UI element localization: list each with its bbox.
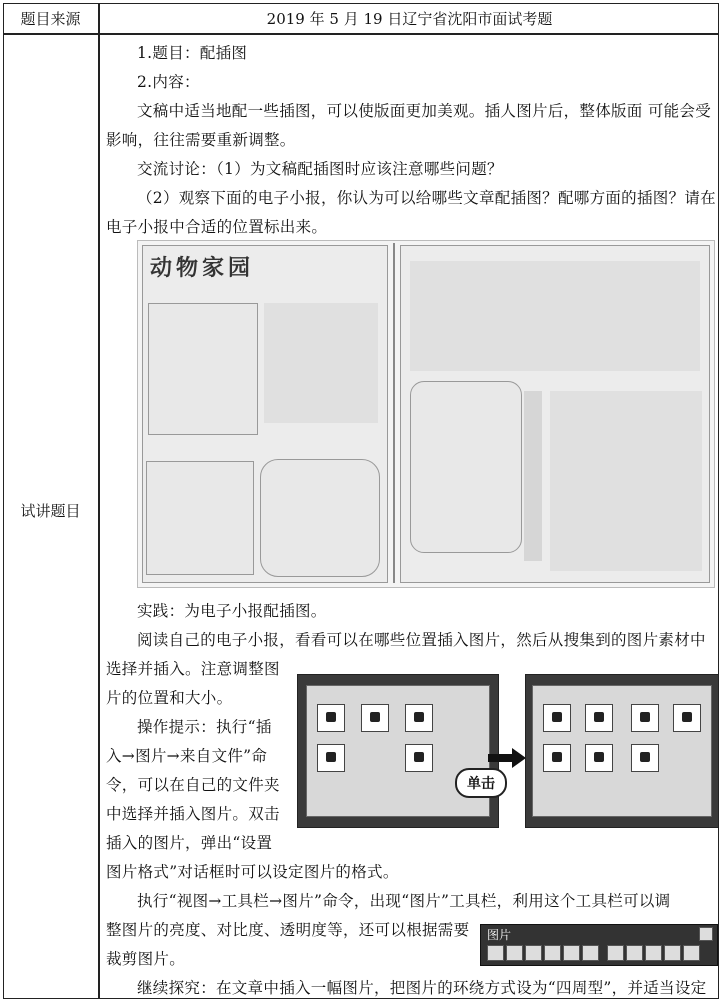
text-line-8: 实践：为电子小报配插图。: [137, 602, 327, 620]
text-line-15: 中选择并插入图片。双击: [106, 805, 280, 823]
text-line-4: 影响，往往需要重新调整。: [106, 131, 296, 149]
newspaper-title: 动物家园: [150, 255, 255, 281]
format-picture-dialog-screenshot: [525, 674, 719, 828]
header-label-cell: 题目来源: [20, 9, 81, 28]
text-line-11: 片的位置和大小。: [106, 689, 233, 707]
text-line-20: 裁剪图片。: [106, 950, 186, 968]
row-divider: [3, 33, 719, 35]
toolbar-title: 图片: [487, 928, 512, 942]
toolbar-button: [645, 945, 662, 961]
toolbar-button: [582, 945, 599, 961]
left-article-text: [264, 303, 378, 423]
text-line-7: 电子小报中合适的位置标出来。: [106, 218, 328, 236]
picture-thumb: [317, 744, 345, 772]
picture-thumb: [585, 704, 613, 732]
text-line-14: 令，可以在自己的文件夹: [106, 776, 280, 794]
right-vertical-title: [524, 391, 542, 561]
toolbar-button: [506, 945, 523, 961]
text-line-18: 执行“视图→工具栏→图片”命令，出现“图片”工具栏，利用这个工具栏可以调: [137, 892, 671, 910]
picture-thumb: [405, 704, 433, 732]
toolbar-button: [525, 945, 542, 961]
text-line-3: 文稿中适当地配一些插图，可以使版面更加美观。插人图片后，整体版面 可能会受: [137, 102, 712, 120]
picture-thumb: [673, 704, 701, 732]
toolbar-button: [487, 945, 504, 961]
picture-thumb: [361, 704, 389, 732]
text-line-6: （2）观察下面的电子小报，你认为可以给哪些文章配插图？配哪方面的插图？请在: [137, 189, 716, 207]
picture-thumb: [543, 744, 571, 772]
toolbar-button: [683, 945, 700, 961]
picture-thumb: [585, 744, 613, 772]
page-divider: [393, 243, 395, 583]
text-line-13: 入→图片→来自文件”命: [106, 747, 268, 765]
text-line-2: 2.内容：: [137, 73, 200, 91]
toolbar-close-icon: [699, 927, 713, 941]
left-bottom-article: [146, 461, 254, 575]
text-line-17: 图片格式”对话框时可以设定图片的格式。: [106, 863, 399, 881]
picture-thumb: [405, 744, 433, 772]
dialog-body: [306, 685, 490, 817]
callout-bubble: [455, 768, 507, 798]
column-divider: [98, 3, 100, 999]
picture-thumb: [631, 744, 659, 772]
right-bottom-text: [550, 391, 702, 571]
left-bottom-oval-article: [260, 459, 380, 577]
text-line-5: 交流讨论：（1）为文稿配插图时应该注意哪些问题？: [137, 160, 503, 178]
picture-toolbar: [480, 924, 718, 966]
left-article-box: [148, 303, 258, 435]
right-circle-article: [410, 381, 522, 553]
dialog-body: [532, 685, 712, 817]
picture-thumb: [543, 704, 571, 732]
toolbar-button: [563, 945, 580, 961]
picture-thumb: [631, 704, 659, 732]
insert-picture-dialog-screenshot: [297, 674, 499, 828]
row-label-cell: 试讲题目: [20, 502, 81, 520]
text-line-12: 操作提示：执行“插: [137, 718, 272, 736]
text-line-19: 整图片的亮度、对比度、透明度等，还可以根据需要: [106, 921, 470, 939]
header-value-cell: 2019 年 5 月 19 日辽宁省沈阳市面试考题: [266, 9, 553, 28]
toolbar-button: [607, 945, 624, 961]
newspaper-figure: [137, 240, 715, 588]
toolbar-button: [664, 945, 681, 961]
callout-label: 单击: [467, 776, 495, 792]
text-line-9: 阅读自己的电子小报，看看可以在哪些位置插入图片，然后从搜集到的图片素材中: [137, 631, 706, 649]
text-line-21: 继续探究：在文章中插入一幅图片，把图片的环绕方式设为“四周型”，并适当设定: [137, 979, 707, 997]
text-line-10: 选择并插入。注意调整图: [106, 660, 280, 678]
right-top-text: [410, 261, 700, 371]
toolbar-button: [626, 945, 643, 961]
picture-thumb: [317, 704, 345, 732]
text-line-1: 1.题目：配插图: [137, 44, 248, 62]
text-line-16: 插入的图片，弹出“设置: [106, 834, 273, 852]
toolbar-button: [544, 945, 561, 961]
